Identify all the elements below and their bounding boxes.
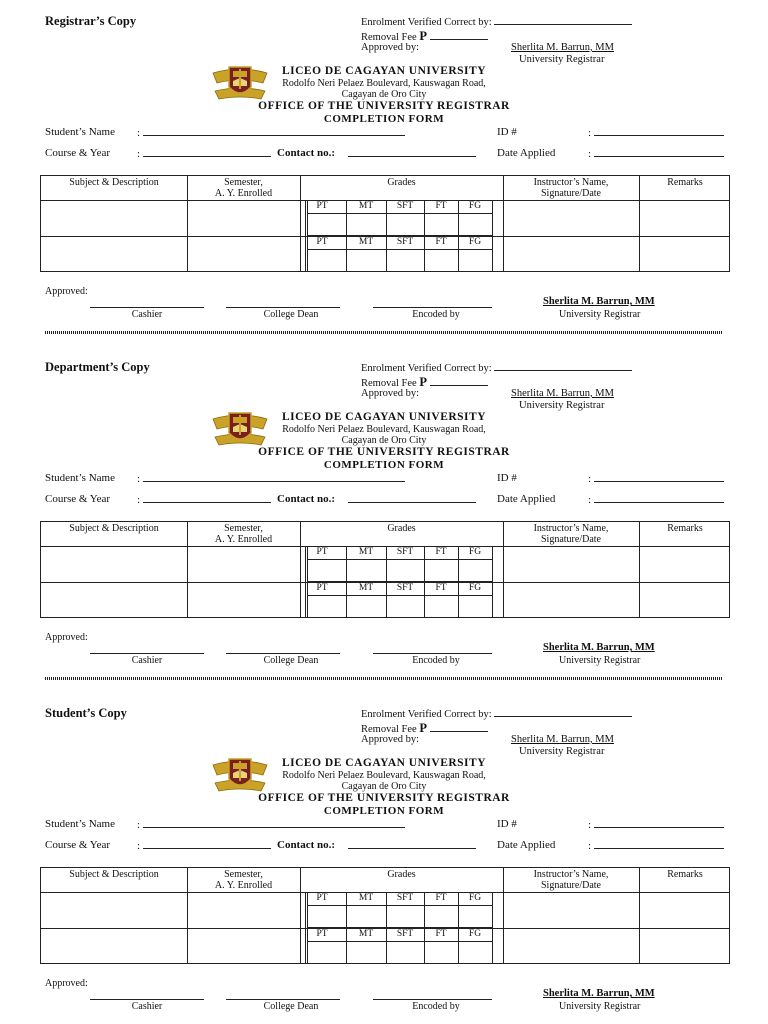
contact-no-label: Contact no.: [277,839,336,851]
student-name-label: Student’s Name [45,472,115,484]
header-remarks: Remarks [667,869,703,880]
grade-row-divider [308,249,492,250]
form-copy [0,692,768,1024]
date-applied-line[interactable] [594,839,724,849]
cashier-label: Cashier [131,655,163,666]
grade-row-divider [308,905,492,906]
col-divider [639,868,640,963]
grade-fg: FG [468,893,482,903]
date-applied-line[interactable] [594,147,724,157]
enrolment-verified-label: Enrolment Verified Correct by: [361,17,492,28]
approved-label: Approved: [45,978,88,989]
grade-mt: MT [358,893,374,903]
grade-mt: MT [358,583,374,593]
course-year-label: Course & Year [45,839,111,851]
course-year-field[interactable] [137,147,271,160]
approved-label: Approved: [45,632,88,643]
grade-sft: SFT [396,893,414,903]
enrolment-verified-label: Enrolment Verified Correct by: [361,709,492,720]
header-instructor-line1: Instructor’s Name, [533,523,609,534]
copy-title: Registrar’s Copy [45,14,137,28]
header-subject: Subject & Description [69,869,159,880]
header-semester [187,523,300,545]
header-semester-line2: A. Y. Enrolled [214,188,273,199]
dean-signature-line[interactable] [226,307,340,308]
subjects-table [40,867,730,964]
grade-row-divider [308,559,492,560]
registrar-signature-title: University Registrar [559,655,641,666]
dean-signature-line[interactable] [226,999,340,1000]
registrar-name: Sherlita M. Barrun, MM [511,388,614,399]
date-applied-field[interactable] [588,493,724,506]
removal-fee-label: Removal Fee [361,724,417,735]
registrar-title: University Registrar [519,746,605,757]
grade-pt: PT [316,237,328,247]
student-name-field[interactable] [137,126,405,139]
subjects-table [40,521,730,618]
registrar-signature-title: University Registrar [559,309,641,320]
course-year-line[interactable] [143,839,271,849]
header-semester-line2: A. Y. Enrolled [214,534,273,545]
header-remarks: Remarks [667,523,703,534]
approved-by-label: Approved by: [361,734,420,745]
encoded-by-label: Encoded by [412,655,460,666]
cashier-signature-line[interactable] [90,653,204,654]
contact-no-line[interactable] [348,493,476,503]
colon: : [137,840,141,852]
header-instructor-line2: Signature/Date [541,880,601,891]
address-line-1: Rodolfo Neri Pelaez Boulevard, Kauswagan Road, [282,78,486,89]
encoded-by-label: Encoded by [412,309,460,320]
id-label: ID # [497,126,517,138]
grade-fg: FG [468,237,482,247]
contact-no-label: Contact no.: [277,493,336,505]
office-name: OFFICE OF THE UNIVERSITY REGISTRAR [258,792,510,804]
enrolment-verified-field [361,15,632,28]
address-line-2: Cagayan de Oro City [341,781,427,792]
id-label: ID # [497,472,517,484]
enrolment-verified-line[interactable] [494,361,632,371]
grades-subtable [307,546,493,582]
grade-fg: FG [468,547,482,557]
col-divider [300,522,301,617]
colon: : [137,127,141,139]
removal-fee-line[interactable] [430,376,488,386]
cashier-signature-line[interactable] [90,307,204,308]
header-instructor [503,177,639,199]
registrar-title: University Registrar [519,400,605,411]
subjects-table [40,175,730,272]
enrolment-verified-field [361,707,632,720]
registrar-name: Sherlita M. Barrun, MM [511,42,614,53]
grade-fg: FG [468,929,482,939]
id-line[interactable] [594,126,724,136]
university-name: LICEO DE CAGAYAN UNIVERSITY [281,65,487,77]
grade-ft: FT [435,893,447,903]
course-year-field[interactable] [137,839,271,852]
col-divider [300,868,301,963]
form-copy [0,0,768,340]
removal-fee-label: Removal Fee [361,32,417,43]
grade-pt: PT [316,583,328,593]
date-applied-label: Date Applied [497,839,556,851]
form-copy [0,346,768,686]
id-field[interactable] [588,472,724,485]
enrolment-verified-line[interactable] [494,707,632,717]
approved-by-label: Approved by: [361,42,420,53]
student-name-line[interactable] [143,472,405,482]
grade-sft: SFT [396,547,414,557]
grade-pt: PT [316,929,328,939]
grade-pt: PT [316,893,328,903]
grade-ft: FT [435,547,447,557]
form-title: COMPLETION FORM [323,113,445,125]
colon: : [588,819,592,831]
col-divider [300,176,301,271]
header-semester [187,869,300,891]
col-divider [639,522,640,617]
student-name-field[interactable] [137,472,405,485]
colon: : [137,819,141,831]
header-semester-line2: A. Y. Enrolled [214,880,273,891]
header-instructor-line2: Signature/Date [541,534,601,545]
header-instructor [503,869,639,891]
grade-sft: SFT [396,583,414,593]
enrolment-verified-label: Enrolment Verified Correct by: [361,363,492,374]
grade-row-divider [308,213,492,214]
contact-no-field[interactable] [348,839,476,852]
university-name: LICEO DE CAGAYAN UNIVERSITY [281,757,487,769]
enrolment-verified-field [361,361,632,374]
contact-no-field[interactable] [348,493,476,506]
student-name-line[interactable] [143,818,405,828]
grade-ft: FT [435,583,447,593]
header-subject: Subject & Description [69,177,159,188]
grade-ft: FT [435,201,447,211]
college-dean-label: College Dean [263,309,319,320]
date-applied-field[interactable] [588,839,724,852]
grades-subtable [307,200,493,236]
student-name-field[interactable] [137,818,405,831]
peso-symbol: P [419,29,427,43]
id-line[interactable] [594,472,724,482]
grade-mt: MT [358,201,374,211]
colon: : [588,494,592,506]
office-name: OFFICE OF THE UNIVERSITY REGISTRAR [258,446,510,458]
address-line-1: Rodolfo Neri Pelaez Boulevard, Kauswagan Road, [282,424,486,435]
grade-mt: MT [358,547,374,557]
course-year-line[interactable] [143,147,271,157]
colon: : [588,840,592,852]
contact-no-label: Contact no.: [277,147,336,159]
course-year-field[interactable] [137,493,271,506]
header-instructor-line2: Signature/Date [541,188,601,199]
header-instructor [503,523,639,545]
course-year-label: Course & Year [45,147,111,159]
grade-sft: SFT [396,929,414,939]
grade-ft: FT [435,237,447,247]
date-applied-line[interactable] [594,493,724,503]
colon: : [588,473,592,485]
enrolment-verified-line[interactable] [494,15,632,25]
copy-title: Department’s Copy [45,360,150,374]
course-year-line[interactable] [143,493,271,503]
grade-ft: FT [435,929,447,939]
college-dean-label: College Dean [263,655,319,666]
id-label: ID # [497,818,517,830]
header-semester [187,177,300,199]
encoder-signature-line[interactable] [373,999,492,1000]
grade-mt: MT [358,929,374,939]
course-year-label: Course & Year [45,493,111,505]
header-subject: Subject & Description [69,523,159,534]
cashier-signature-line[interactable] [90,999,204,1000]
header-semester-line1: Semester, [224,869,263,880]
address-line-2: Cagayan de Oro City [341,435,427,446]
grade-row-divider [308,941,492,942]
encoder-signature-line[interactable] [373,307,492,308]
encoded-by-label: Encoded by [412,1001,460,1012]
form-title: COMPLETION FORM [323,459,445,471]
colon: : [588,148,592,160]
grade-pt: PT [316,547,328,557]
header-remarks: Remarks [667,177,703,188]
registrar-title: University Registrar [519,54,605,65]
peso-symbol: P [419,375,427,389]
contact-no-line[interactable] [348,839,476,849]
approved-label: Approved: [45,286,88,297]
student-name-label: Student’s Name [45,818,115,830]
registrar-signature-title: University Registrar [559,1001,641,1012]
grade-pt: PT [316,201,328,211]
date-applied-label: Date Applied [497,147,556,159]
college-dean-label: College Dean [263,1001,319,1012]
grade-fg: FG [468,583,482,593]
dean-signature-line[interactable] [226,653,340,654]
grade-fg: FG [468,201,482,211]
header-grades: Grades [387,869,416,880]
contact-no-line[interactable] [348,147,476,157]
office-name: OFFICE OF THE UNIVERSITY REGISTRAR [258,100,510,112]
cashier-label: Cashier [131,309,163,320]
copy-title: Student’s Copy [45,706,127,720]
encoder-signature-line[interactable] [373,653,492,654]
id-field[interactable] [588,126,724,139]
header-semester-line1: Semester, [224,177,263,188]
address-line-1: Rodolfo Neri Pelaez Boulevard, Kauswagan Road, [282,770,486,781]
grade-sft: SFT [396,201,414,211]
id-field[interactable] [588,818,724,831]
registrar-name: Sherlita M. Barrun, MM [511,734,614,745]
grades-subtable [307,928,493,964]
header-grades: Grades [387,177,416,188]
grade-mt: MT [358,237,374,247]
student-name-label: Student’s Name [45,126,115,138]
colon: : [137,494,141,506]
header-instructor-line1: Instructor’s Name, [533,869,609,880]
grades-subtable [307,236,493,272]
cut-line-separator [45,331,723,334]
removal-fee-label: Removal Fee [361,378,417,389]
grade-row-divider [308,595,492,596]
registrar-signature-name: Sherlita M. Barrun, MM [543,642,655,653]
contact-no-field[interactable] [348,147,476,160]
form-title: COMPLETION FORM [323,805,445,817]
grade-sft: SFT [396,237,414,247]
cashier-label: Cashier [131,1001,163,1012]
registrar-signature-name: Sherlita M. Barrun, MM [543,296,655,307]
peso-symbol: P [419,721,427,735]
col-divider [639,176,640,271]
address-line-2: Cagayan de Oro City [341,89,427,100]
registrar-signature-name: Sherlita M. Barrun, MM [543,988,655,999]
grades-subtable [307,582,493,618]
approved-by-label: Approved by: [361,388,420,399]
header-instructor-line1: Instructor’s Name, [533,177,609,188]
university-name: LICEO DE CAGAYAN UNIVERSITY [281,411,487,423]
colon: : [588,127,592,139]
header-semester-line1: Semester, [224,523,263,534]
header-grades: Grades [387,523,416,534]
removal-fee-line[interactable] [430,30,488,40]
grades-subtable [307,892,493,928]
date-applied-label: Date Applied [497,493,556,505]
colon: : [137,473,141,485]
student-name-line[interactable] [143,126,405,136]
id-line[interactable] [594,818,724,828]
colon: : [137,148,141,160]
removal-fee-line[interactable] [430,722,488,732]
date-applied-field[interactable] [588,147,724,160]
